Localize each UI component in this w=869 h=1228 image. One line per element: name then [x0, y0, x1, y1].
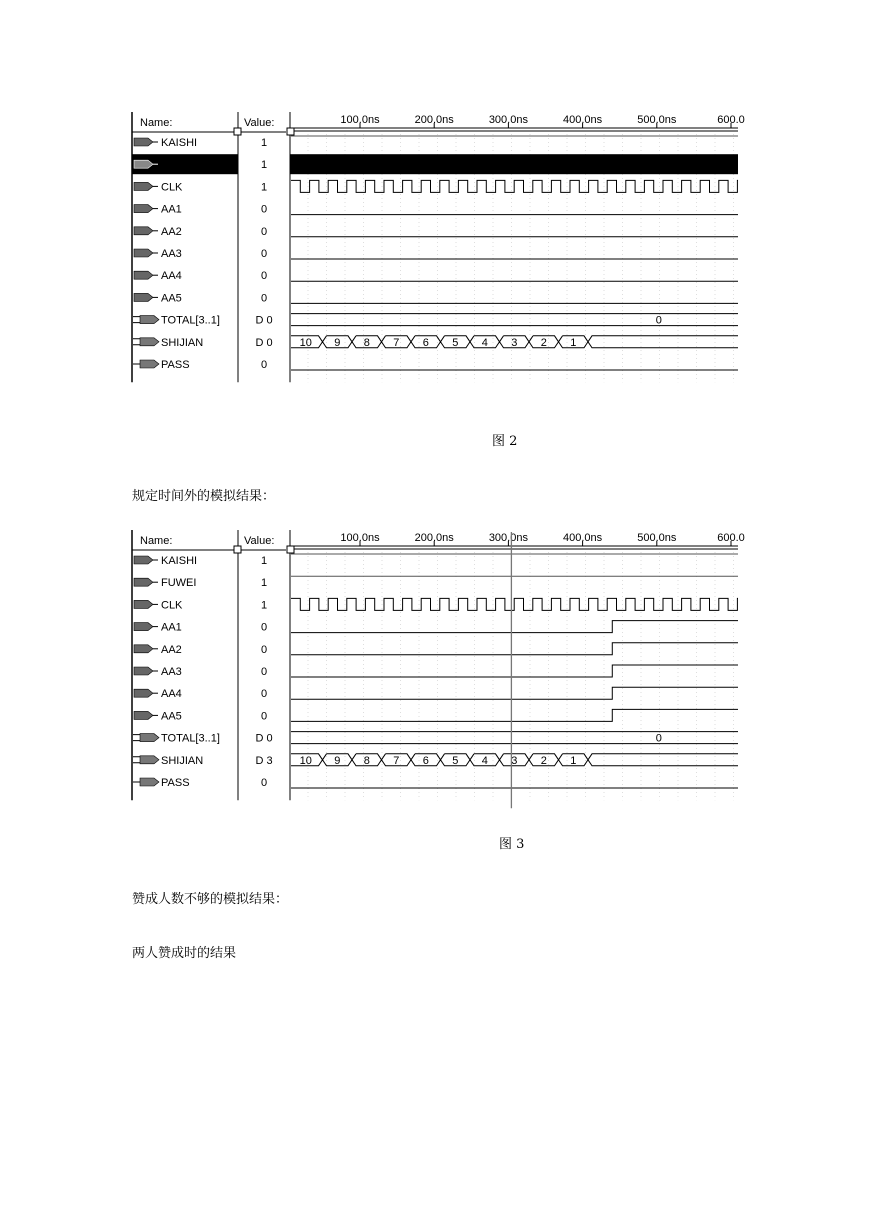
- input-pin-icon: [134, 556, 153, 564]
- bus-value-label: 5: [452, 336, 459, 349]
- bus-output-pin-icon: [140, 316, 159, 324]
- signal-name: AA3: [161, 248, 182, 260]
- signal-value: 0: [260, 359, 268, 371]
- bus-value-label: 3: [511, 754, 518, 767]
- time-tick-label: 600.0: [717, 114, 745, 126]
- signal-value: 1: [260, 137, 268, 149]
- time-tick-label: 300.0ns: [488, 114, 528, 126]
- signal-value: D 3: [255, 754, 273, 767]
- splitter-handle: [234, 546, 241, 553]
- input-pin-icon: [134, 205, 153, 213]
- bus-value-label: 8: [363, 754, 370, 767]
- signal-name: KAISHI: [161, 137, 198, 149]
- signal-wave-step: [291, 621, 738, 633]
- paragraph-two-approve: 两人赞成时的结果: [132, 946, 237, 961]
- bus-output-pin-icon: [133, 339, 140, 345]
- time-tick-label: 200.0ns: [414, 532, 454, 544]
- bus-value-label: 0: [655, 314, 662, 327]
- signal-name: TOTAL[3..1]: [161, 732, 220, 745]
- input-pin-icon: [134, 138, 153, 146]
- caption-figure-2: 图 2: [492, 434, 518, 449]
- signal-value: 0: [260, 688, 268, 701]
- signal-value: 0: [260, 225, 268, 238]
- bus-output-pin-icon: [133, 757, 140, 763]
- signal-name: AA3: [161, 666, 182, 678]
- paragraph-insufficient-votes: 赞成人数不够的模拟结果：: [132, 892, 289, 907]
- time-tick-label: 600.0: [717, 532, 745, 544]
- input-pin-icon: [134, 249, 153, 257]
- signal-value: D 0: [255, 732, 273, 745]
- waveform-canvas: [130, 108, 745, 392]
- signal-wave-step: [291, 687, 738, 699]
- value-column-header: Value:: [244, 535, 275, 547]
- bus-output-pin-icon: [133, 317, 140, 323]
- signal-name: AA5: [161, 292, 182, 305]
- bus-value-label: 10: [299, 754, 312, 767]
- bus-value-label: 0: [655, 732, 662, 745]
- signal-value: D 0: [255, 314, 273, 327]
- bus-value-label: 3: [511, 336, 518, 349]
- waveform-figure-3: [130, 526, 745, 810]
- signal-value: 0: [260, 248, 268, 260]
- bus-value-label: 4: [481, 754, 488, 767]
- signal-value: 0: [260, 270, 268, 283]
- clock-wave: [291, 180, 738, 192]
- input-pin-icon: [134, 271, 153, 279]
- bus-value-label: 8: [363, 336, 370, 349]
- bus-value-label: 2: [540, 336, 547, 349]
- signal-name: SHIJIAN: [161, 336, 204, 349]
- time-tick-label: 400.0ns: [563, 532, 603, 544]
- time-tick-label: 200.0ns: [414, 114, 454, 126]
- signal-name: FUWEI: [161, 577, 197, 590]
- bus-value-label: 2: [540, 754, 547, 767]
- bus-output-pin-icon: [140, 756, 159, 764]
- time-tick-label: 100.0ns: [340, 532, 380, 544]
- bus-value-label: 10: [299, 336, 312, 349]
- signal-wave-step: [291, 709, 738, 721]
- signal-name: AA4: [161, 270, 182, 283]
- input-pin-icon: [134, 182, 153, 190]
- signal-value: D 0: [255, 336, 273, 349]
- signal-value: 0: [260, 643, 268, 656]
- signal-value: 0: [260, 203, 268, 216]
- bus-value-label: 9: [334, 754, 341, 767]
- signal-name: PASS: [161, 777, 190, 789]
- signal-value: 0: [260, 666, 268, 678]
- signal-value: 1: [260, 555, 268, 567]
- signal-name: AA1: [161, 621, 182, 634]
- bus-value-label: 6: [422, 336, 429, 349]
- signal-name: AA2: [161, 225, 182, 238]
- signal-name: AA4: [161, 688, 182, 701]
- bus-value-label: 9: [334, 336, 341, 349]
- time-tick-label: 300.0ns: [488, 532, 528, 544]
- signal-value: 1: [260, 159, 268, 172]
- signal-value: 1: [260, 599, 268, 612]
- signal-value: 0: [260, 621, 268, 634]
- input-pin-icon: [134, 667, 153, 675]
- bus-value-label: 7: [393, 754, 400, 767]
- bus-value-label: 1: [570, 336, 577, 349]
- signal-name: FUWEI: [161, 159, 197, 172]
- input-pin-icon: [134, 645, 153, 653]
- input-pin-icon: [134, 689, 153, 697]
- selected-row-highlight: [290, 154, 738, 174]
- value-column-header: Value:: [244, 117, 275, 129]
- splitter-handle: [287, 546, 294, 553]
- bus-value-label: 6: [422, 754, 429, 767]
- bus-value-label: 1: [570, 754, 577, 767]
- signal-wave-step: [291, 643, 738, 655]
- time-tick-label: 400.0ns: [563, 114, 603, 126]
- input-pin-icon: [134, 711, 153, 719]
- signal-value: 1: [260, 181, 268, 194]
- signal-value: 0: [260, 292, 268, 305]
- splitter-handle: [287, 128, 294, 135]
- input-pin-icon: [134, 227, 153, 235]
- input-pin-icon: [134, 578, 153, 586]
- paragraph-outside-time: 规定时间外的模拟结果：: [132, 489, 276, 504]
- signal-name: AA1: [161, 203, 182, 216]
- time-tick-label: 500.0ns: [637, 114, 677, 126]
- signal-name: SHIJIAN: [161, 754, 204, 767]
- waveform-figure-2: [130, 108, 745, 392]
- splitter-handle: [234, 128, 241, 135]
- signal-name: PASS: [161, 359, 190, 371]
- bus-output-pin-icon: [140, 338, 159, 346]
- bus-output-pin-icon: [140, 734, 159, 742]
- name-column-header: Name:: [140, 535, 173, 547]
- bus-value-label: 5: [452, 754, 459, 767]
- time-tick-label: 100.0ns: [340, 114, 380, 126]
- signal-name: AA2: [161, 643, 182, 656]
- signal-name: KAISHI: [161, 555, 198, 567]
- input-pin-icon: [134, 600, 153, 608]
- input-pin-icon: [134, 623, 153, 631]
- time-tick-label: 500.0ns: [637, 532, 677, 544]
- input-pin-icon: [134, 293, 153, 301]
- signal-name: CLK: [161, 599, 183, 612]
- signal-wave-step: [291, 665, 738, 677]
- bus-value-label: 7: [393, 336, 400, 349]
- signal-name: CLK: [161, 181, 183, 194]
- caption-figure-3: 图 3: [499, 837, 525, 852]
- signal-name: AA5: [161, 710, 182, 723]
- signal-value: 0: [260, 777, 268, 789]
- signal-value: 1: [260, 577, 268, 590]
- bus-value-label: 4: [481, 336, 488, 349]
- signal-value: 0: [260, 710, 268, 723]
- signal-name: TOTAL[3..1]: [161, 314, 220, 327]
- output-pin-icon: [140, 778, 159, 786]
- bus-output-pin-icon: [133, 735, 140, 741]
- name-column-header: Name:: [140, 117, 173, 129]
- clock-wave: [291, 598, 738, 610]
- waveform-canvas: [130, 526, 745, 810]
- output-pin-icon: [140, 360, 159, 368]
